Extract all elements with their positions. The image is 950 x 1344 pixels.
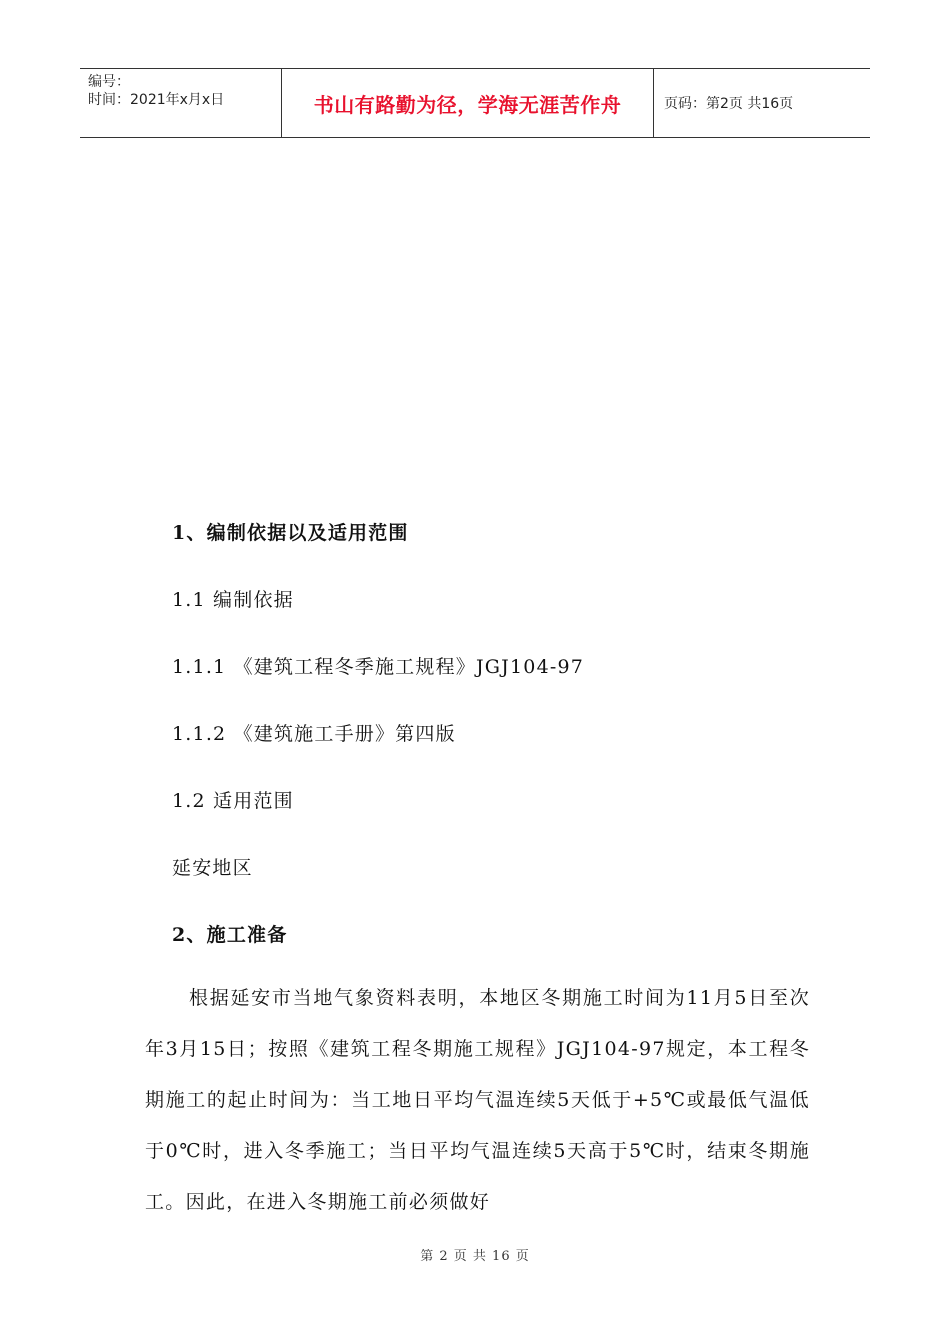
- page-header: [80, 68, 870, 138]
- section-1-1-heading: 1.1 编制依据: [172, 589, 294, 611]
- page-footer: 第 2 页 共 16 页: [420, 1249, 530, 1264]
- reference-item-1: 1.1.1 《建筑工程冬季施工规程》JGJ104-97: [172, 656, 585, 678]
- header-motto: 书山有路勤为径，学海无涯苦作舟: [313, 92, 622, 117]
- section-2-heading: 2、施工准备: [172, 924, 288, 946]
- header-page-info: 页码：第2页 共16页: [664, 96, 794, 112]
- scope-text: 延安地区: [172, 857, 253, 879]
- header-motto-cell: [282, 69, 654, 137]
- header-date-label: 时间：2021年x月x日: [88, 92, 225, 108]
- section-2-paragraph: 根据延安市当地气象资料表明，本地区冬期施工时间为11月5日至次年3月15日；按照《建筑工程冬期施工规程》JGJ104-97规定，本工程冬期施工的起止时间为：当工地日平均气温连续5天低于+5℃或最低气温低于0℃时，进入冬季施工；当日平均气温连续5天高于5℃时，结束冬期施工。因此，在进入冬期施工前必须做好: [145, 987, 810, 1213]
- section-1-heading: 1、编制依据以及适用范围: [172, 522, 409, 544]
- reference-item-2: 1.1.2 《建筑施工手册》第四版: [172, 723, 456, 745]
- section-1-2-heading: 1.2 适用范围: [172, 790, 294, 812]
- document-body: [145, 500, 810, 1228]
- header-meta: [80, 69, 282, 137]
- header-number-label: 编号：: [88, 74, 130, 90]
